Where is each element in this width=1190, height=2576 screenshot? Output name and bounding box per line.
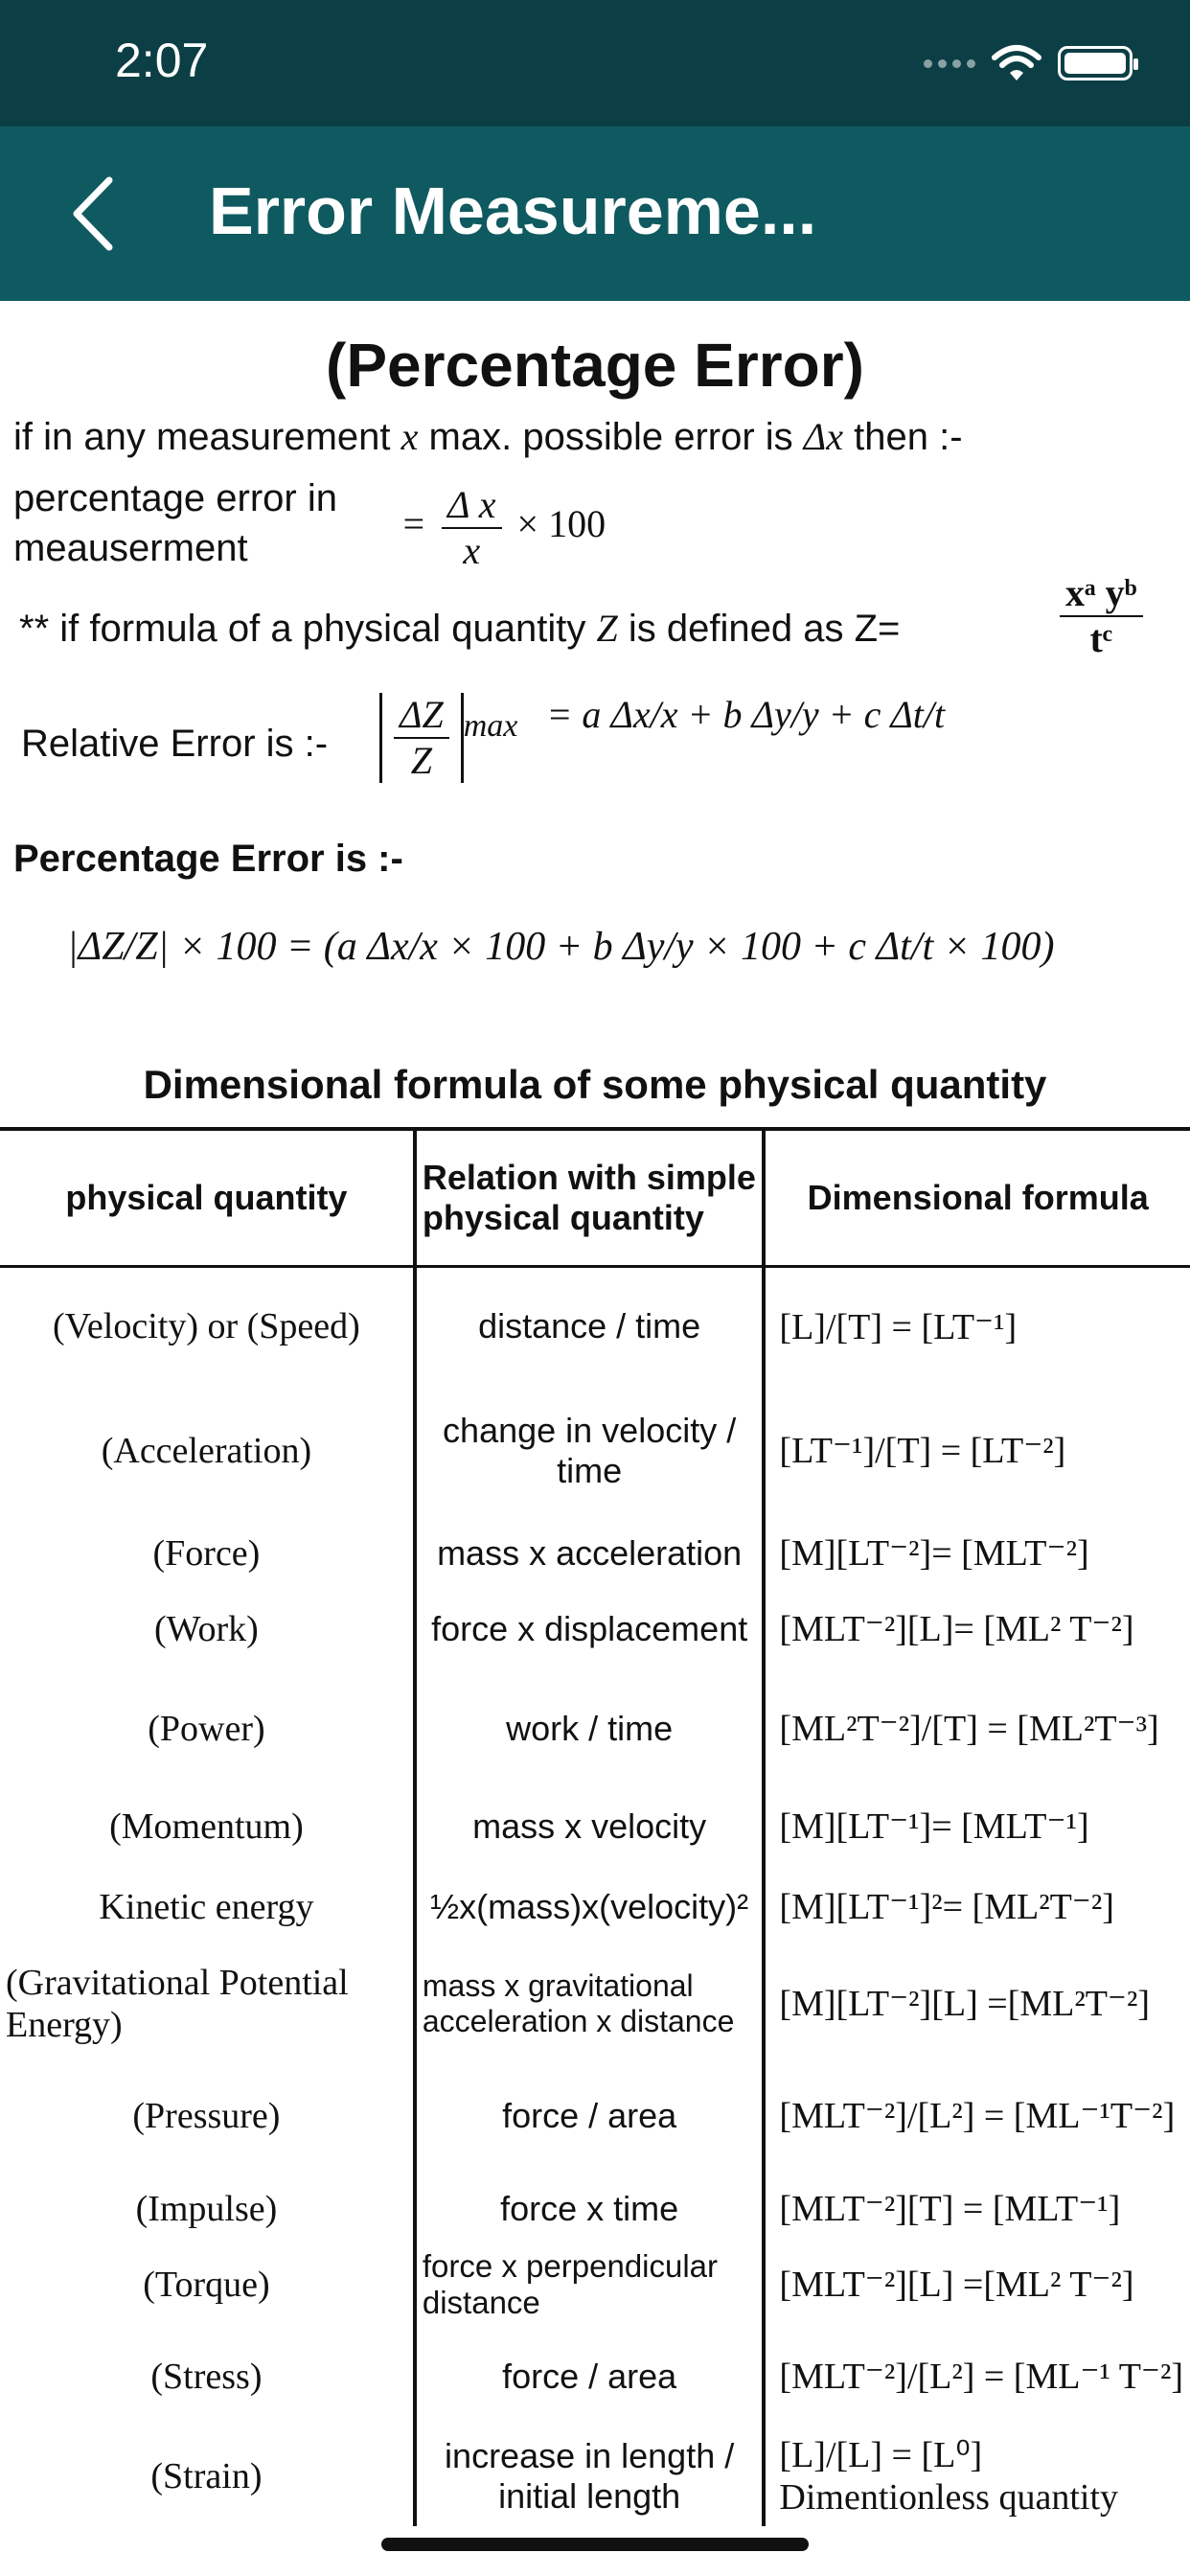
- table-row: [0, 1386, 1190, 1516]
- formula-cell: [M][LT⁻¹]²= [ML²T⁻²]: [779, 1887, 1114, 1927]
- quantity-cell: (Acceleration): [101, 1430, 312, 1471]
- table-row: [0, 1516, 1190, 1591]
- home-indicator[interactable]: [381, 2538, 809, 2551]
- pe-fraction: [442, 483, 502, 573]
- relative-rhs: = a Δx/x + b Δy/y + c Δt/t: [546, 693, 946, 736]
- header-physical-quantity: physical quantity: [0, 1129, 415, 1267]
- relation-cell: mass x gravitational acceleration x distance: [415, 1951, 765, 2057]
- quantity-cell: (Velocity) or (Speed): [53, 1306, 360, 1347]
- wifi-icon: [991, 44, 1042, 82]
- relation-cell: increase in length / initial length: [415, 2426, 765, 2526]
- intro-text-c: then :-: [854, 416, 963, 458]
- formula-numerator: xᵃ yᵇ: [1060, 571, 1143, 617]
- formula-cell: [M][LT⁻¹]= [MLT⁻¹]: [779, 1806, 1089, 1847]
- intro-line: [13, 414, 963, 459]
- quantity-cell: (Force): [152, 1532, 261, 1574]
- status-time: 2:07: [115, 34, 209, 87]
- quantity-cell: Kinetic energy: [99, 1886, 314, 1927]
- quantity-cell: (Torque): [143, 2264, 270, 2305]
- relation-cell: mass x acceleration: [415, 1516, 765, 1591]
- pe-times: × 100: [516, 502, 606, 546]
- quantity-cell: (Stress): [150, 2356, 263, 2397]
- status-bar: [0, 0, 1190, 126]
- quantity-cell: (Work): [154, 1608, 259, 1649]
- table-row: [0, 1863, 1190, 1951]
- pe-label-line-1: percentage error in: [13, 477, 337, 519]
- formula-cell: [M][LT⁻²][L] =[ML²T⁻²]: [779, 1984, 1151, 2024]
- formula-cell: [MLT⁻²]/[L²] = [ML⁻¹T⁻²]: [779, 2096, 1176, 2136]
- relation-cell: force / area: [415, 2057, 765, 2175]
- pe-label-line-2: meauserment: [13, 527, 248, 569]
- percentage-error-is-label: Percentage Error is :-: [13, 838, 403, 880]
- dimensional-formula-heading: Dimensional formula of some physical quantity: [143, 1062, 1047, 1107]
- percentage-error-formula: [400, 483, 606, 573]
- pe-numerator: Δ x: [442, 483, 502, 529]
- relation-cell: force / area: [415, 2327, 765, 2426]
- relation-cell: change in velocity / time: [415, 1386, 765, 1516]
- formula-text-b: is defined as Z=: [628, 608, 901, 650]
- formula-denominator: tᶜ: [1089, 617, 1113, 660]
- quantity-cell: (Power): [148, 1708, 265, 1749]
- relation-cell: distance / time: [415, 1267, 765, 1386]
- formula-cell: [MLT⁻²][T] = [MLT⁻¹]: [779, 2189, 1121, 2229]
- percentage-error-full-formula: |ΔZ/Z| × 100 = (a Δx/x × 100 + b Δy/y × 100 + c Δt/t × 100): [67, 925, 1055, 969]
- table-row: [0, 1591, 1190, 1668]
- relative-max: max: [463, 708, 518, 744]
- cellular-signal-icon: [924, 59, 975, 68]
- back-button[interactable]: [59, 171, 126, 257]
- relation-cell: work / time: [415, 1668, 765, 1790]
- relation-cell: force x perpendicular distance: [415, 2242, 765, 2327]
- quantity-cell: (Strain): [150, 2455, 263, 2496]
- quantity-cell: (Impulse): [135, 2188, 278, 2229]
- formula-text-a: ** if formula of a physical quantity: [19, 608, 586, 650]
- pe-denominator: x: [463, 529, 481, 572]
- dimensional-formula-table: [0, 1127, 1190, 2526]
- percentage-error-label: [13, 473, 337, 573]
- relation-cell: force x time: [415, 2175, 765, 2242]
- table-row: [0, 2327, 1190, 2426]
- percentage-error-heading: (Percentage Error): [326, 331, 864, 400]
- formula-cell: [MLT⁻²][L] =[ML² T⁻²]: [779, 2265, 1134, 2305]
- relative-lhs-den: Z: [410, 739, 432, 782]
- battery-icon: [1058, 46, 1133, 80]
- formula-cell: [MLT⁻²][L]= [ML² T⁻²]: [779, 1609, 1134, 1649]
- table-row: [0, 1951, 1190, 2057]
- relative-error-label: Relative Error is :-: [21, 723, 329, 765]
- relative-lhs-num: ΔZ: [394, 693, 449, 739]
- page-title: Error Measureme...: [209, 173, 817, 248]
- status-icons: [924, 44, 1133, 82]
- intro-variable: x: [400, 415, 419, 458]
- table-row: [0, 2175, 1190, 2242]
- formula-cell: [M][LT⁻²]= [MLT⁻²]: [779, 1533, 1089, 1574]
- formula-fraction: [1054, 571, 1149, 661]
- table-header-row: [0, 1129, 1190, 1267]
- relative-error-formula: [379, 692, 945, 783]
- quantity-cell: (Gravitational Potential Energy): [6, 1962, 349, 2045]
- intro-delta: Δx: [803, 415, 844, 458]
- header-relation: Relation with simple physical quantity: [415, 1129, 765, 1267]
- formula-cell: [MLT⁻²]/[L²] = [ML⁻¹ T⁻²]: [779, 2357, 1184, 2397]
- formula-cell: [L]/[L] = [L⁰] Dimentionless quantity: [779, 2435, 1118, 2518]
- table-row: [0, 1668, 1190, 1790]
- formula-frac: [1060, 571, 1143, 661]
- intro-text-a: if in any measurement: [13, 416, 391, 458]
- pe-equals: =: [400, 502, 426, 546]
- navigation-bar: [0, 126, 1190, 301]
- formula-definition-line: [19, 606, 900, 651]
- table-row: [0, 2426, 1190, 2526]
- relation-cell: force x displacement: [415, 1591, 765, 1668]
- table-row: [0, 2242, 1190, 2327]
- table-row: [0, 1790, 1190, 1863]
- table-row: [0, 1267, 1190, 1386]
- quantity-cell: (Momentum): [109, 1806, 304, 1847]
- relation-cell: mass x velocity: [415, 1790, 765, 1863]
- relative-abs: [379, 693, 464, 783]
- formula-cell: [LT⁻¹]/[T] = [LT⁻²]: [779, 1431, 1066, 1471]
- relative-lhs-frac: [394, 693, 449, 783]
- formula-cell: [L]/[T] = [LT⁻¹]: [779, 1306, 1018, 1347]
- intro-text-b: max. possible error is: [428, 416, 793, 458]
- content-scroll-area[interactable]: [0, 301, 1190, 2576]
- formula-cell: [ML²T⁻²]/[T] = [ML²T⁻³]: [779, 1709, 1159, 1749]
- quantity-cell: (Pressure): [132, 2095, 281, 2136]
- table-row: [0, 2057, 1190, 2175]
- header-dimensional-formula: Dimensional formula: [764, 1129, 1190, 1267]
- formula-z: Z: [596, 607, 618, 650]
- relation-cell: ½x(mass)x(velocity)²: [415, 1863, 765, 1951]
